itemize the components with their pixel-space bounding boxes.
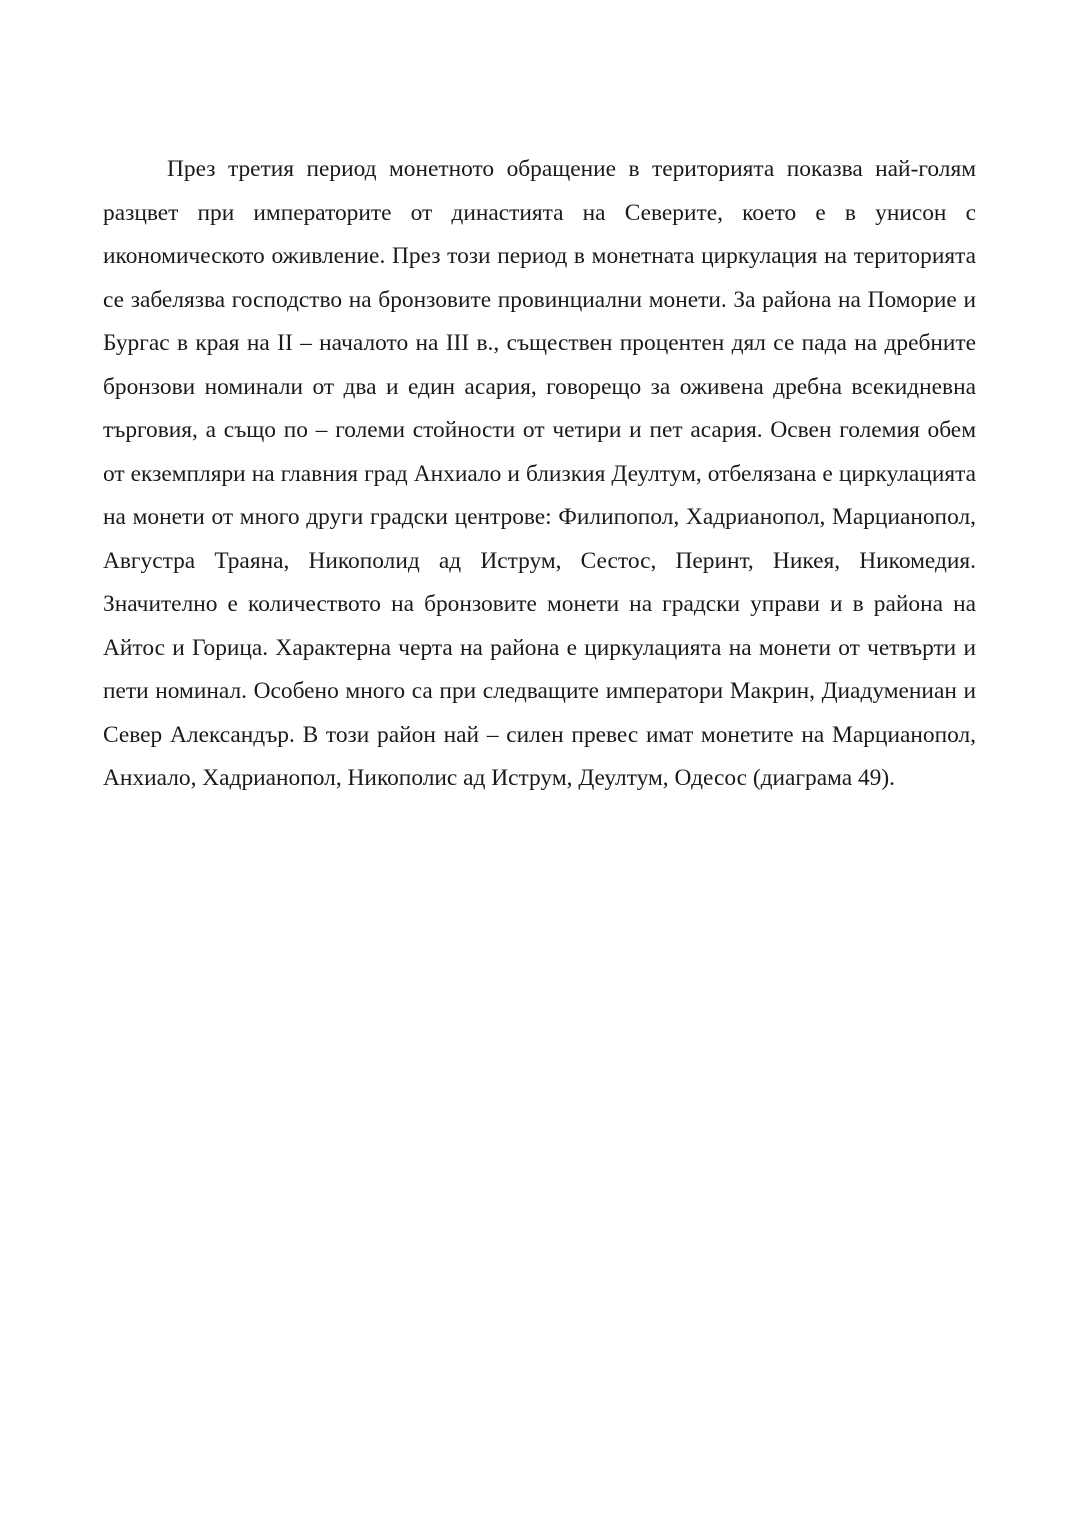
body-text xyxy=(103,148,976,801)
body-paragraph: През третия период монетното обращение в територията показва най-голям разцвет при императорите от династията на Северите, което е в унисон с икономическото оживление. През този период в монетната циркулация на територията се забелязва господство на бронзовите провинциални монети. За района на Поморие и Бургас в края на II – началото на III в., съществен процентен дял се пада на дребните бронзови номинали от два и един асария, говорещо за оживена дребна всекидневна търговия, а също по – големи стойности от четири и пет асария. Освен големия обем от екземпляри на главния град Анхиало и близкия Деултум, отбелязана е циркулацията на монети от много други градски центрове: Филипопол, Хадрианопол, Марцианопол, Августра Траяна, Никополид ад Иструм, Сестос, Перинт, Никея, Никомедия. Значително е количеството на бронзовите монети на градски управи и в района на Айтос и Горица. Характерна черта на района е циркулацията на монети от четвърти и пети номинал. Особено много са при следващите императори Макрин, Диадумениан и Север Александър. В този район най – силен превес имат монетите на Марцианопол, Анхиало, Хадрианопол, Никополис ад Иструм, Деултум, Одесос (диаграма 49). xyxy=(103,156,976,791)
